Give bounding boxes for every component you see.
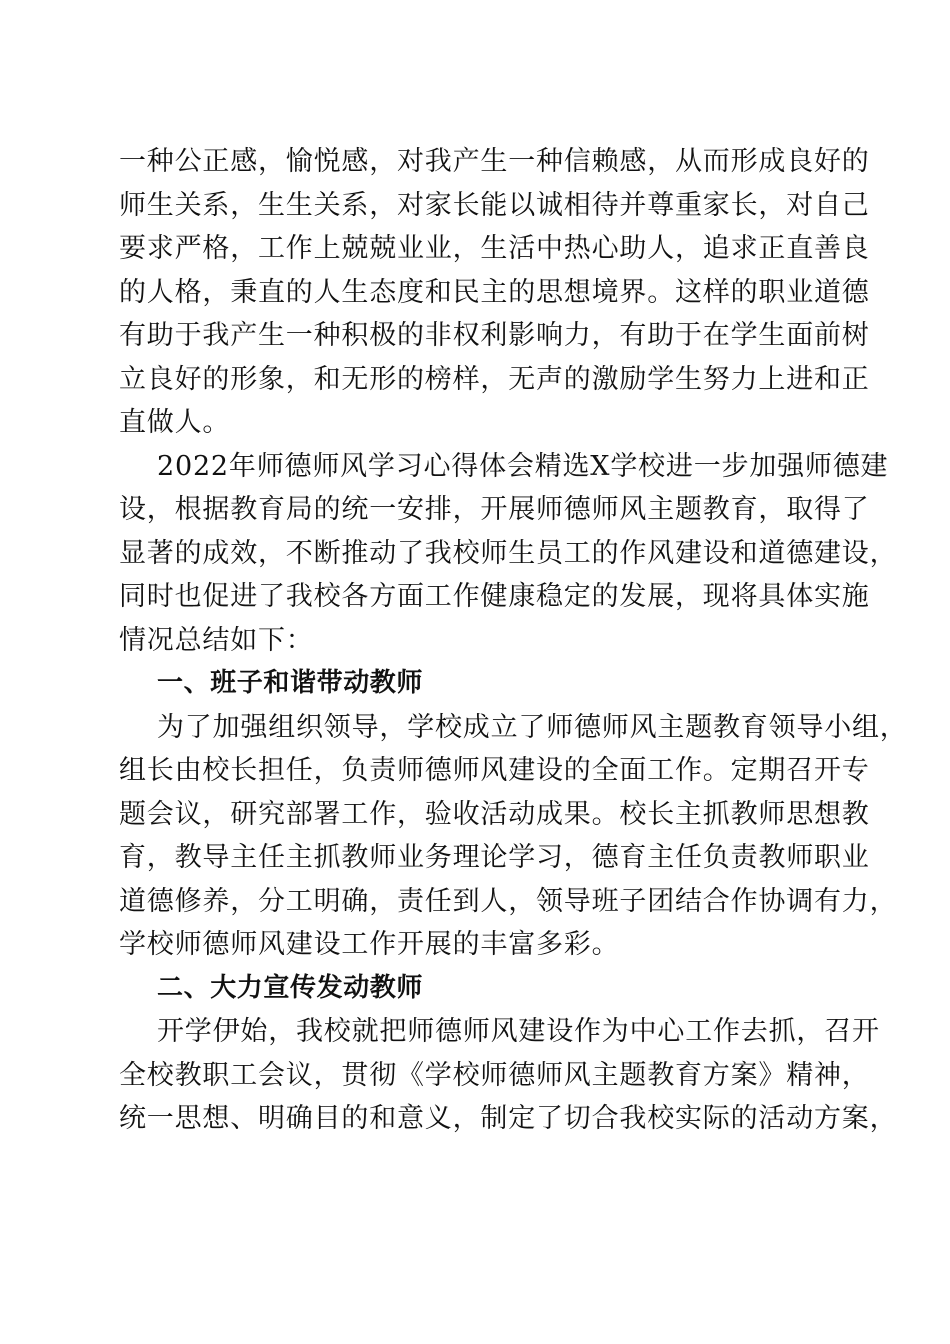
text-line: 育，教导主任主抓教师业务理论学习，德育主任负责教师职业 <box>119 842 870 873</box>
text-line: 直做人。 <box>119 407 231 438</box>
text-line: 组长由校长担任，负责师德师风建设的全面工作。定期召开专 <box>119 755 870 786</box>
text-line: 立良好的形象，和无形的榜样，无声的激励学生努力上进和正 <box>119 363 870 395</box>
text-line: 显著的成效，不断推动了我校师生员工的作风建设和道德建设， <box>119 537 898 569</box>
text-line: 的人格，秉直的人生态度和民主的思想境界。这样的职业道德 <box>119 276 870 308</box>
text-line: 开学伊始，我校就把师德师风建设作为中心工作去抓，召开 <box>157 1016 880 1047</box>
paragraph-continuation <box>119 140 870 445</box>
section-2-heading: 二、大力宣传发动教师 <box>157 972 424 1003</box>
text-line: 要求严格，工作上兢兢业业，生活中热心助人，追求正直善良 <box>119 233 870 264</box>
text-line: 2022年师德师风学习心得体会精选X学校进一步加强师德建 <box>157 450 889 482</box>
text-line: 统一思想、明确目的和意义，制定了切合我校实际的活动方案， <box>119 1103 898 1134</box>
text-line: 情况总结如下： <box>119 624 314 656</box>
text-line: 为了加强组织领导，学校成立了师德师风主题教育领导小组， <box>157 711 908 743</box>
section-2-paragraph <box>119 1010 898 1141</box>
text-line: 同时也促进了我校各方面工作健康稳定的发展，现将具体实施 <box>119 581 870 612</box>
paragraph-intro <box>119 445 898 663</box>
text-line: 学校师德师风建设工作开展的丰富多彩。 <box>119 929 620 960</box>
text-line: 题会议，研究部署工作，验收活动成果。校长主抓教师思想教 <box>119 798 870 830</box>
text-line: 一种公正感，愉悦感，对我产生一种信赖感，从而形成良好的 <box>119 146 870 177</box>
text-line: 设，根据教育局的统一安排，开展师德师风主题教育，取得了 <box>119 494 870 525</box>
text-line: 有助于我产生一种积极的非权利影响力，有助于在学生面前树 <box>119 320 870 351</box>
text-line: 道德修养，分工明确，责任到人，领导班子团结合作协调有力， <box>119 885 898 917</box>
text-line: 全校教职工会议，贯彻《学校师德师风主题教育方案》精神， <box>119 1059 870 1091</box>
section-1-heading: 一、班子和谐带动教师 <box>157 668 424 698</box>
section-1-paragraph <box>119 706 908 967</box>
document-body <box>119 140 908 1141</box>
text-line: 师生关系，生生关系，对家长能以诚相待并尊重家长，对自己 <box>119 189 870 221</box>
